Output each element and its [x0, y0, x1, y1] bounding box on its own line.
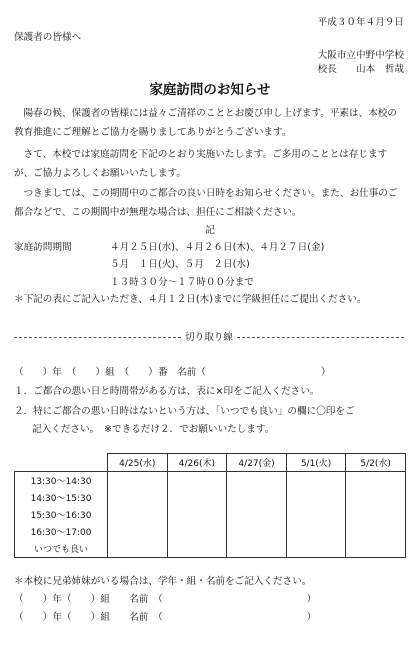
- availability-cell[interactable]: [227, 540, 287, 558]
- schedule-date-header: 4/26(木): [167, 454, 227, 472]
- form-note-1: １．ご都合の悪い日と時間帯がある方は、表に×印をご記入ください。: [14, 386, 320, 397]
- availability-cell[interactable]: [346, 540, 406, 558]
- availability-cell[interactable]: [108, 540, 168, 558]
- time-slot-label: 16:30～17:00: [15, 523, 108, 540]
- visit-dates-line-2: ５月 １日(火)、５月 ２日(水): [110, 259, 250, 270]
- availability-cell[interactable]: [286, 472, 346, 490]
- availability-cell[interactable]: [286, 523, 346, 540]
- availability-cell[interactable]: [227, 506, 287, 523]
- principal-name: 校長 山本 哲哉: [317, 64, 404, 75]
- issue-date: 平成３０年４月９日: [317, 17, 404, 28]
- sibling-row-1: （ ）年（ ）組 名前 （ ）: [14, 594, 317, 605]
- visit-dates-line-1: ４月２５日(水)、４月２６日(木)、４月２７日(金): [110, 242, 325, 253]
- form-note-2-continued: 記入ください。 ※できるだけ２．でお願いいたします。: [32, 424, 275, 435]
- time-slot-label: 14:30～15:30: [15, 489, 108, 506]
- availability-cell[interactable]: [227, 472, 287, 490]
- availability-cell[interactable]: [167, 506, 227, 523]
- availability-cell[interactable]: [108, 506, 168, 523]
- availability-cell[interactable]: [346, 472, 406, 490]
- availability-cell[interactable]: [346, 489, 406, 506]
- cut-line-dash-left: [14, 337, 181, 338]
- schedule-corner: [15, 454, 108, 472]
- form-note-2: ２．特にご都合の悪い日時はないという方は、「いつでも良い」の欄に〇印をご: [14, 406, 355, 417]
- siblings-note: ＊本校に兄弟姉妹がいる場合は、学年・組・名前をご記入ください。: [14, 576, 312, 587]
- recipient-line: 保護者の皆様へ: [14, 32, 82, 43]
- availability-cell[interactable]: [167, 472, 227, 490]
- visit-time-line: １３時３０分～１７時００分まで: [110, 277, 254, 288]
- availability-cell[interactable]: [227, 489, 287, 506]
- schedule-header-row: [15, 454, 406, 472]
- cut-line-dash-right: [237, 337, 404, 338]
- time-slot-label: 13:30～14:30: [15, 472, 108, 490]
- availability-cell[interactable]: [286, 540, 346, 558]
- availability-cell[interactable]: [346, 506, 406, 523]
- schedule-date-header: 5/1(火): [286, 454, 346, 472]
- cut-line: [14, 332, 404, 344]
- school-name: 大阪市立中野中学校: [317, 50, 404, 61]
- visit-period-label: 家庭訪問期間: [14, 242, 72, 253]
- schedule-date-header: 4/25(水): [108, 454, 168, 472]
- schedule-date-header: 4/27(金): [227, 454, 287, 472]
- schedule-row: [15, 489, 406, 506]
- schedule-date-header: 5/2(水): [346, 454, 406, 472]
- schedule-row: [15, 540, 406, 558]
- availability-cell[interactable]: [108, 472, 168, 490]
- schedule-row: [15, 523, 406, 540]
- availability-cell[interactable]: [286, 489, 346, 506]
- time-slot-label: 15:30～16:30: [15, 506, 108, 523]
- schedule-table: [14, 453, 406, 558]
- time-slot-label: いつでも良い: [15, 540, 108, 558]
- schedule-row: [15, 472, 406, 490]
- availability-cell[interactable]: [108, 489, 168, 506]
- request-paragraph: つきましては、この期間中のご都合の良い日時をお知らせください。また、お仕事のご都合などで、この期間中が無理な場合は、担任にご相談ください。: [14, 188, 398, 218]
- ki-heading: 記: [205, 225, 215, 236]
- submission-instruction: ＊下記の表にご記入いただき、４月１２日(木)までに学級担任にご提出ください。: [14, 294, 367, 305]
- availability-cell[interactable]: [167, 540, 227, 558]
- availability-cell[interactable]: [108, 523, 168, 540]
- announcement-paragraph: さて、本校では家庭訪問を下記のとおり実施いたします。ご多用のこととは存じますが、ご協力よろしくお願いいたします。: [14, 149, 388, 179]
- availability-cell[interactable]: [286, 506, 346, 523]
- cut-line-label: 切り取り線: [185, 332, 233, 343]
- page-title: 家庭訪問のお知らせ: [149, 82, 271, 98]
- sibling-row-2: （ ）年（ ）組 名前 （ ）: [14, 612, 317, 623]
- availability-cell[interactable]: [346, 523, 406, 540]
- schedule-row: [15, 506, 406, 523]
- greeting-paragraph: 陽春の候、保護者の皆様には益々ご清祥のこととお慶び申し上げます。平素は、本校の教育推進にご理解とご協力を賜りましてありがとうございます。: [14, 108, 397, 138]
- availability-cell[interactable]: [167, 489, 227, 506]
- availability-cell[interactable]: [167, 523, 227, 540]
- student-info-line: （ ）年 （ ）組 （ ）番 名前（ ）: [14, 367, 331, 378]
- availability-cell[interactable]: [227, 523, 287, 540]
